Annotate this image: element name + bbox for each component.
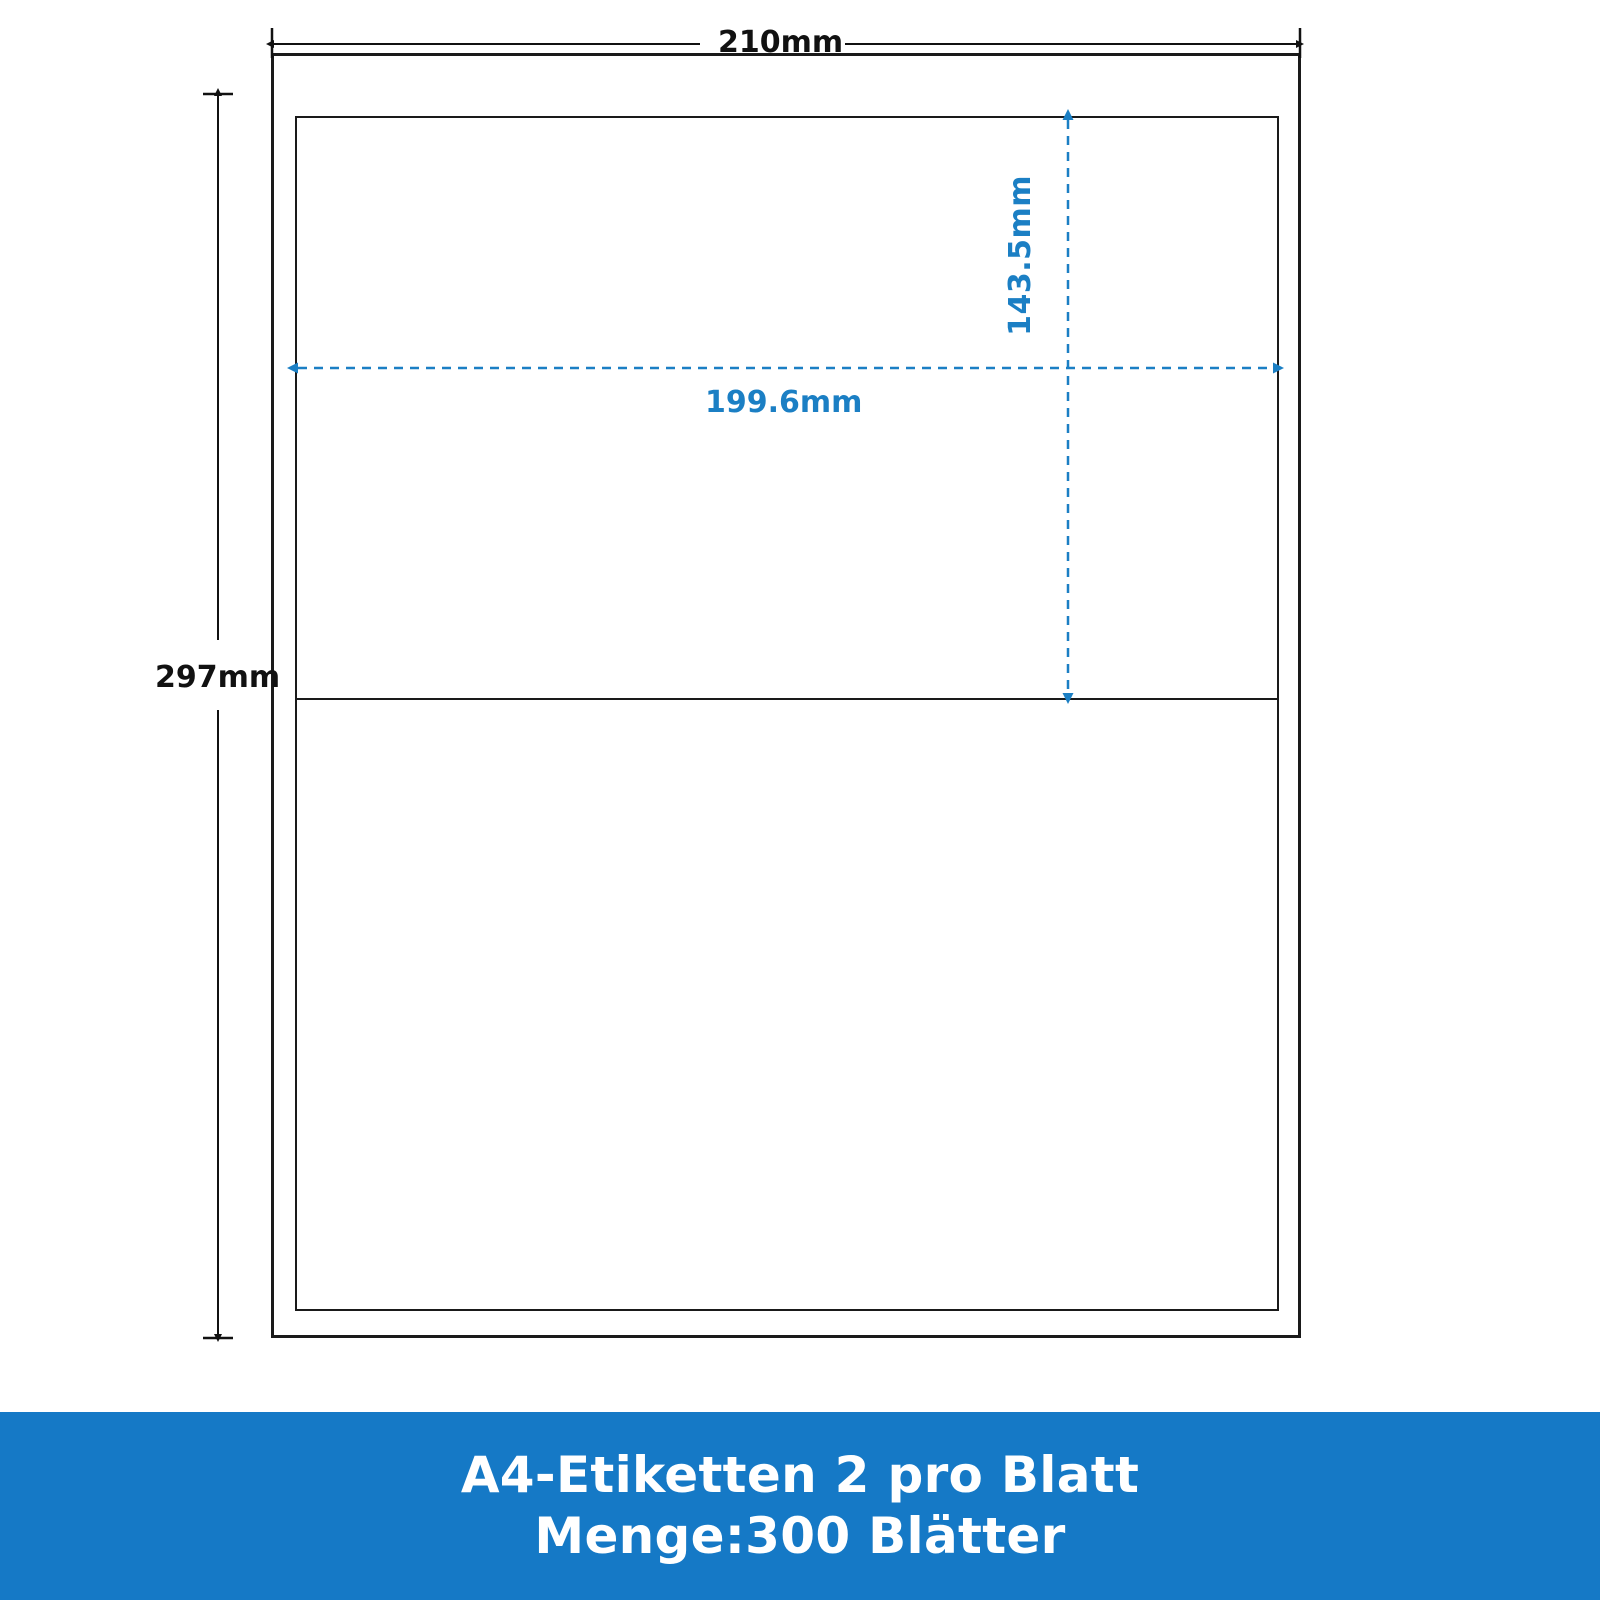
label-width-dimension-label: 199.6mm xyxy=(705,385,863,420)
sheet-height-dimension-label: 297mm xyxy=(155,660,281,695)
sheet-width-dimension-label: 210mm xyxy=(718,25,844,60)
label-divider-line xyxy=(295,698,1279,700)
label-height-dimension-label: 143.5mm xyxy=(1003,175,1038,336)
product-title: A4-Etiketten 2 pro Blatt xyxy=(460,1446,1140,1504)
label-area xyxy=(295,116,1279,1311)
footer-banner xyxy=(0,1412,1600,1600)
product-quantity: Menge:300 Blätter xyxy=(534,1507,1066,1565)
